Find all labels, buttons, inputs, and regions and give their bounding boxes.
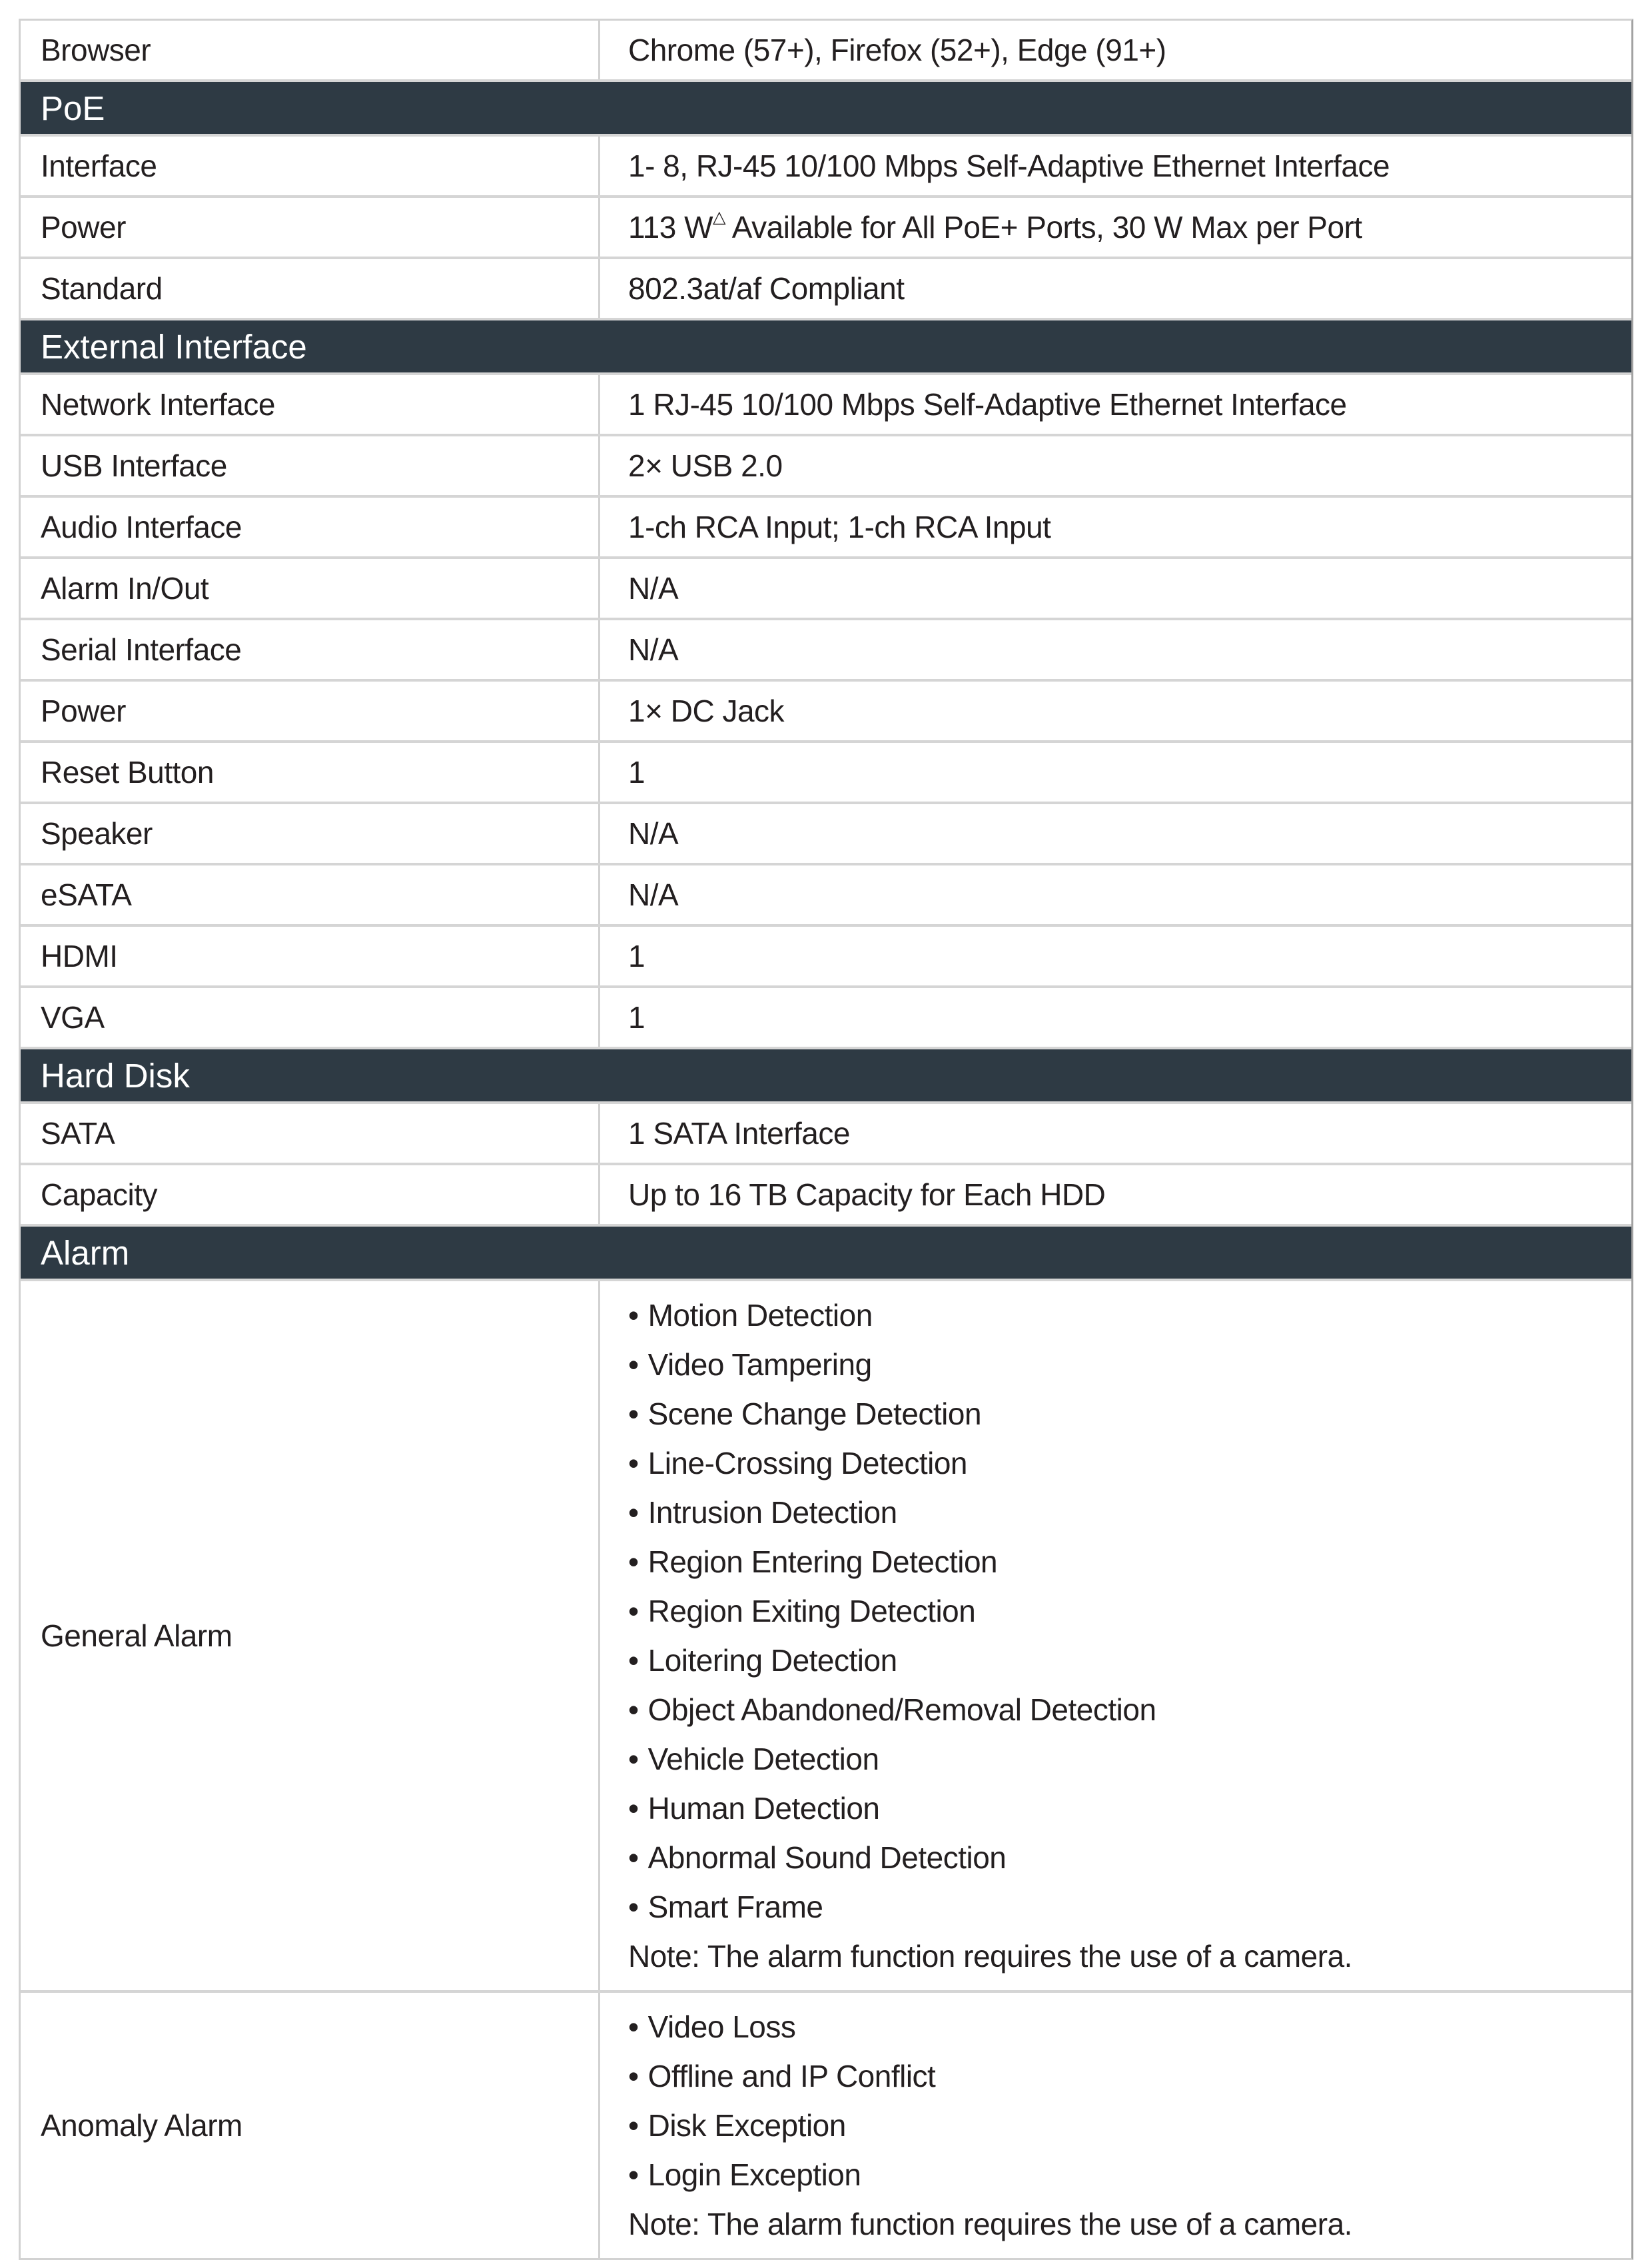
spec-value: 1 [628, 755, 645, 790]
specification-table [19, 19, 1633, 2260]
value-text: Available for All PoE+ Ports, 30 W Max per Port [725, 210, 1362, 245]
spec-row-network-interface [21, 375, 1631, 434]
list-item: • Smart Frame [628, 1890, 823, 1924]
spec-row-sata [21, 1104, 1631, 1163]
spec-row-general-alarm [21, 1281, 1631, 1990]
list-item: • Line-Crossing Detection [628, 1446, 968, 1480]
section-header-alarm: Alarm [21, 1227, 1631, 1279]
spec-row-vga [21, 988, 1631, 1047]
bullet-glyph: • [628, 1594, 639, 1628]
list-item: • Region Exiting Detection [628, 1594, 976, 1628]
section-header-external-interface: External Interface [21, 320, 1631, 372]
spec-label: Anomaly Alarm [21, 1993, 600, 2258]
bullet-glyph: • [628, 1890, 639, 1924]
spec-row-power [21, 682, 1631, 740]
list-item: • Object Abandoned/Removal Detection [628, 1692, 1156, 1727]
spec-value [600, 198, 1631, 257]
list-item: • Motion Detection [628, 1298, 873, 1333]
spec-label: VGA [21, 988, 600, 1047]
bullet-glyph: • [628, 1840, 639, 1875]
spec-label: Interface [21, 137, 600, 195]
spec-value: 1 SATA Interface [628, 1116, 850, 1151]
bullet-glyph: • [628, 1643, 639, 1678]
spec-value: 1× DC Jack [628, 694, 785, 728]
spec-row-serial-interface [21, 620, 1631, 679]
spec-value: N/A [628, 632, 679, 667]
list-item: • Disk Exception [628, 2108, 846, 2143]
spec-row-speaker [21, 804, 1631, 863]
spec-label: Network Interface [21, 375, 600, 434]
spec-row-hdmi [21, 927, 1631, 985]
spec-label: Standard [21, 259, 600, 318]
list-item: • Offline and IP Conflict [628, 2059, 936, 2093]
spec-value: 1 [628, 939, 645, 973]
spec-value: N/A [628, 877, 679, 912]
spec-label: Capacity [21, 1165, 600, 1224]
list-note: Note: The alarm function requires the use of a camera. [628, 1939, 1352, 1974]
list-item: • Video Tampering [628, 1347, 872, 1382]
bullet-glyph: • [628, 2108, 639, 2143]
spec-value: 2× USB 2.0 [628, 448, 783, 483]
spec-label: General Alarm [21, 1281, 600, 1990]
spec-value: 1-ch RCA Input; 1-ch RCA Input [628, 510, 1051, 544]
spec-label: USB Interface [21, 436, 600, 495]
bullet-glyph: • [628, 1446, 639, 1480]
list-item: • Intrusion Detection [628, 1495, 897, 1530]
spec-row-anomaly-alarm [21, 1993, 1631, 2258]
spec-row-poe-power [21, 198, 1631, 257]
list-item: • Login Exception [628, 2157, 861, 2192]
spec-label: Alarm In/Out [21, 559, 600, 618]
bullet-glyph: • [628, 1742, 639, 1776]
list-item: • Scene Change Detection [628, 1397, 982, 1431]
bullet-glyph: • [628, 1397, 639, 1431]
bullet-glyph: • [628, 1347, 639, 1382]
list-item: • Region Entering Detection [628, 1544, 998, 1579]
list-item: • Abnormal Sound Detection [628, 1840, 1007, 1875]
list-item: • Human Detection [628, 1791, 880, 1826]
spec-value: 1 [628, 1000, 645, 1035]
spec-value: 1 RJ-45 10/100 Mbps Self-Adaptive Ethernet Interface [628, 387, 1347, 422]
spec-value-list [600, 1281, 1631, 1990]
spec-label: eSATA [21, 865, 600, 924]
spec-label: Browser [21, 21, 600, 79]
spec-row-alarm-in-out [21, 559, 1631, 618]
spec-row-capacity [21, 1165, 1631, 1224]
spec-row-browser [21, 21, 1631, 79]
section-header-hard-disk: Hard Disk [21, 1049, 1631, 1101]
spec-label: Serial Interface [21, 620, 600, 679]
spec-value: 1- 8, RJ-45 10/100 Mbps Self-Adaptive Ethernet Interface [628, 149, 1390, 183]
bullet-glyph: • [628, 1298, 639, 1333]
bullet-glyph: • [628, 2009, 639, 2044]
section-header-poe: PoE [21, 82, 1631, 134]
list-item: • Vehicle Detection [628, 1742, 879, 1776]
spec-label: Speaker [21, 804, 600, 863]
bullet-glyph: • [628, 1495, 639, 1530]
spec-row-esata [21, 865, 1631, 924]
spec-label: Power [21, 682, 600, 740]
spec-value: Chrome (57+), Firefox (52+), Edge (91+) [628, 33, 1166, 67]
spec-label: HDMI [21, 927, 600, 985]
spec-label: Power [21, 198, 600, 257]
list-item: • Video Loss [628, 2009, 796, 2044]
spec-value: 802.3at/af Compliant [628, 271, 905, 306]
spec-label: Reset Button [21, 743, 600, 802]
spec-label: SATA [21, 1104, 600, 1163]
bullet-glyph: • [628, 1544, 639, 1579]
list-note: Note: The alarm function requires the use of a camera. [628, 2207, 1352, 2241]
spec-row-reset-button [21, 743, 1631, 802]
bullet-glyph: • [628, 2157, 639, 2192]
bullet-glyph: • [628, 1692, 639, 1727]
spec-value: N/A [628, 816, 679, 851]
spec-value-list [600, 1993, 1631, 2258]
spec-row-poe-interface [21, 137, 1631, 195]
value-text: 113 W [628, 210, 713, 245]
bullet-glyph: • [628, 1791, 639, 1826]
bullet-glyph: • [628, 2059, 639, 2093]
superscript-triangle-mark: △ [713, 208, 726, 227]
spec-row-usb-interface [21, 436, 1631, 495]
spec-row-audio-interface [21, 498, 1631, 556]
spec-label: Audio Interface [21, 498, 600, 556]
spec-row-poe-standard [21, 259, 1631, 318]
spec-value: N/A [628, 571, 679, 606]
spec-value: Up to 16 TB Capacity for Each HDD [628, 1177, 1106, 1212]
list-item: • Loitering Detection [628, 1643, 897, 1678]
